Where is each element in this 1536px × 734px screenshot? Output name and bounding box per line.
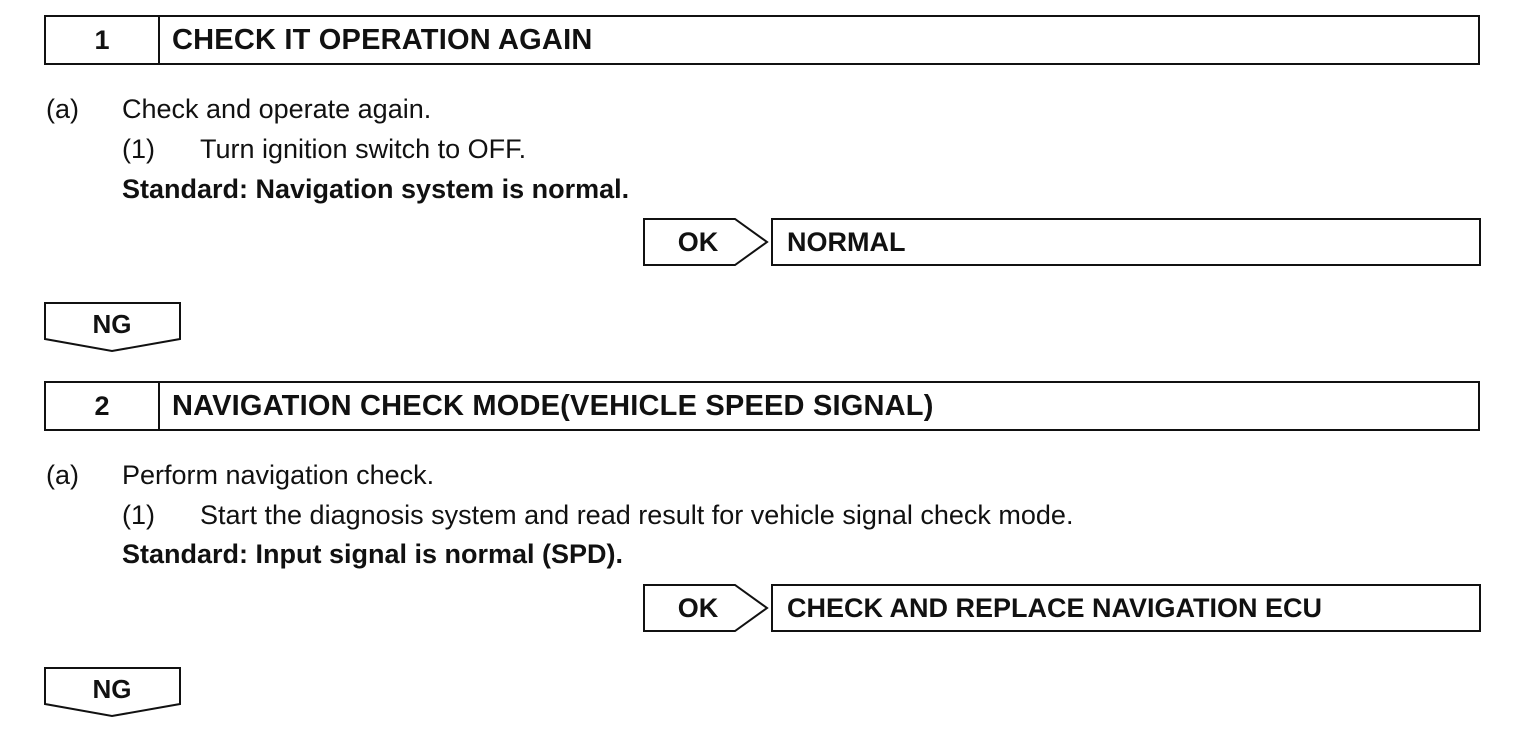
step-1-header — [44, 15, 1480, 65]
step-2-ok-row — [643, 584, 1481, 632]
step-2-ng-tag — [44, 667, 182, 719]
step-1-ok-label: OK — [677, 226, 719, 257]
step-2-standard: Standard: Input signal is normal (SPD). — [122, 539, 624, 569]
step-1-item-text: Check and operate again. — [122, 94, 432, 124]
step-1-ng-label: NG — [92, 308, 132, 339]
step-1-ok-result: NORMAL — [771, 218, 1481, 266]
step-2-ok-label: OK — [677, 592, 719, 623]
step-2-number: 2 — [46, 383, 160, 429]
step-1-item-label: (a) — [46, 94, 79, 124]
step-2-title: NAVIGATION CHECK MODE(VEHICLE SPEED SIGNAL) — [172, 389, 934, 422]
step-2-item-label: (a) — [46, 460, 79, 490]
step-1-ok-row — [643, 218, 1481, 266]
step-2-item-text: Perform navigation check. — [122, 460, 435, 490]
step-1-ng-tag — [44, 302, 182, 354]
step-1-title: CHECK IT OPERATION AGAIN — [172, 23, 593, 56]
step-2-sub-label: (1) — [122, 500, 155, 530]
step-1-sub-text: Turn ignition switch to OFF. — [200, 134, 527, 164]
step-2-sub-text: Start the diagnosis system and read result for vehicle signal check mode. — [200, 500, 1074, 530]
step-2-ok-tag — [643, 584, 771, 632]
step-2-header — [44, 381, 1480, 431]
step-2-ok-result: CHECK AND REPLACE NAVIGATION ECU — [771, 584, 1481, 632]
step-1-standard: Standard: Navigation system is normal. — [122, 174, 630, 204]
step-1-number: 1 — [46, 17, 160, 63]
step-2-ng-label: NG — [92, 673, 132, 704]
step-1-ok-tag — [643, 218, 771, 266]
step-1-sub-label: (1) — [122, 134, 155, 164]
